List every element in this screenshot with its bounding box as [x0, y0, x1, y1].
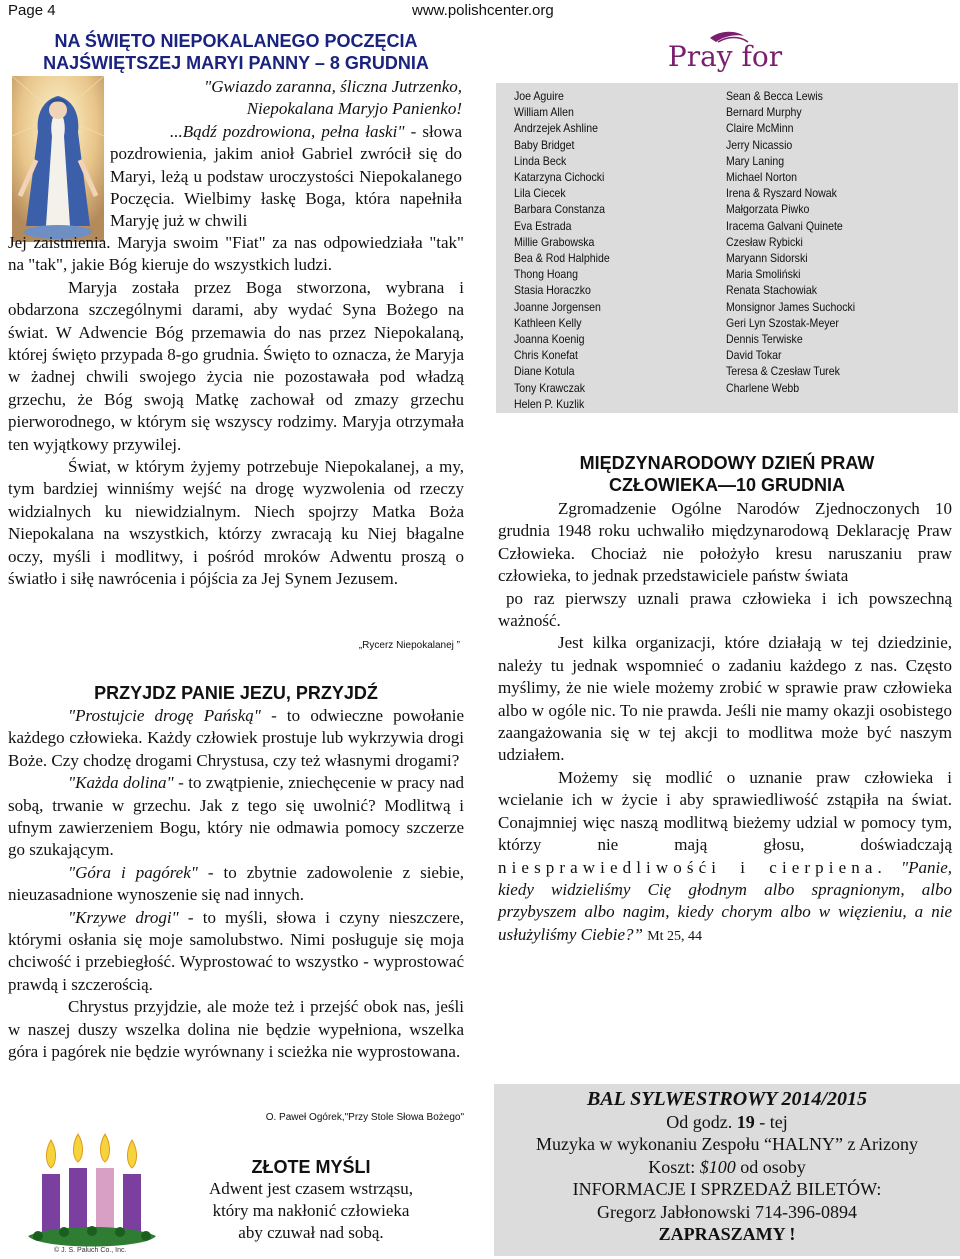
rights-bible-ref: Mt 25, 44	[647, 928, 703, 944]
prayer-names-left	[514, 88, 610, 412]
human-rights-title-line1: MIĘDZYNARODOWY DZIEŃ PRAW	[579, 453, 875, 473]
prayer-name: Stasia Horaczko	[514, 283, 591, 298]
prayer-name: Maryann Sidorski	[726, 251, 808, 266]
prayer-name: Kathleen Kelly	[514, 315, 582, 330]
prayer-name: Renata Stachowiak	[726, 283, 817, 298]
prayer-name: Czesław Rybicki	[726, 234, 803, 249]
golden-thoughts-body	[196, 1178, 426, 1244]
advent-text-3: - to zbytnie zadowolenie z siebie, nieuzasadnione wynoszenie się nad innych.	[8, 862, 464, 905]
feast-source: „Rycerz Niepokalanej ”	[358, 640, 460, 651]
prayer-name: Millie Grabowska	[514, 234, 595, 249]
ball-title: BAL SYLWESTROWY 2014/2015	[586, 1088, 868, 1110]
prayer-name: Eva Estrada	[514, 218, 572, 233]
advent-title: PRZYJDZ PANIE JEZU, PRZYJDŹ	[94, 683, 378, 703]
rights-quote: "Panie, kiedy widzieliśmy Cię głodnym albo spragnionym, albo przybyszem albo nagim, kiedy chorym albo w więzieniu, a nie usłużyliśmy Ciebie?”	[498, 857, 953, 944]
ball-time-prefix: Od godz.	[666, 1111, 737, 1132]
feast-quote	[110, 76, 462, 121]
advent-source: O. Paweł Ogórek,"Przy Stole Słowa Bożego"	[265, 1112, 464, 1123]
prayer-name: Barbara Constanza	[514, 202, 605, 217]
advent-paragraph-3	[8, 862, 464, 907]
prayer-name: Monsignor James Suchocki	[726, 299, 856, 314]
prayer-name: Charlene Webb	[726, 380, 800, 395]
advent-paragraph-1	[8, 705, 464, 772]
prayer-name: Jerry Nicassio	[726, 137, 793, 152]
feast-paragraph-1-cont: Jej zaistnienia. Maryja swoim "Fiat" za nas odpowiedziała "tak" na "tak", jakie Bóg kieruje do wszystkich ludzi.	[8, 233, 464, 275]
advent-quote-1: "Prostujcie drogę Pańską"	[68, 706, 261, 725]
ball-time	[494, 1111, 960, 1134]
golden-thoughts-title: ZŁOTE MYŚLI	[251, 1157, 371, 1177]
human-rights-body	[498, 498, 952, 948]
prayer-name: Joanne Jorgensen	[514, 299, 601, 314]
ball-time-value: 19	[736, 1111, 755, 1132]
prayer-names-right	[726, 88, 855, 396]
feast-quote-line1: "Gwiazdo zaranna, śliczna Jutrzenko,	[204, 77, 462, 96]
advent-text-4: - to myśli, słowa i czyny nieszczere, którymi osłania się moje samolubstwo. Nimi posługuje się moja chciwość i przebiegłość. Wyprostować to wszystko - wyprostować prawdą i szczerością.	[8, 907, 464, 994]
prayer-name: Claire McMinn	[726, 121, 794, 136]
prayer-name: Lila Ciecek	[514, 186, 566, 201]
feast-title	[8, 30, 464, 74]
feast-intro	[110, 76, 462, 233]
ball-announcement	[494, 1088, 960, 1246]
advent-paragraph-5: Chrystus przyjdzie, ale może też i przejść obok nas, jeśli w naszej duszy wszelka dolina nie będzie wypełniona, wszelka góra i pagórek nie będzie wyrównany i scieżka nie wyprostowana.	[8, 997, 464, 1062]
page-number: Page 4	[8, 2, 56, 19]
advent-paragraph-2	[8, 772, 464, 862]
advent-paragraph-4	[8, 907, 464, 997]
prayer-name: Teresa & Czesław Turek	[726, 364, 840, 379]
feast-greeting: ...Bądź pozdrowiona, pełna łaski"	[170, 121, 405, 141]
copyright-mark: © J. S. Paluch Co., Inc.	[54, 1247, 127, 1254]
rights-paragraph-3	[498, 767, 952, 948]
advent-candles-image	[24, 1132, 160, 1256]
prayer-name: David Tokar	[726, 348, 782, 363]
prayer-name: Chris Konefat	[514, 348, 578, 363]
prayer-name: Bea & Rod Halphide	[514, 251, 610, 266]
rights-paragraph-1b: po raz pierwszy uznali prawa człowieka i ich powszechną ważność.	[498, 588, 952, 631]
prayer-name: Dennis Terwiske	[726, 332, 803, 347]
prayer-name: Małgorzata Piwko	[726, 202, 810, 217]
pray-for-logo-text: Pray for	[667, 40, 783, 72]
prayer-name: Bernard Murphy	[726, 105, 802, 120]
feast-paragraph-1-text: - słowa pozdrowienia, jakim anioł Gabriel zwrócił się do Maryi, leżą u podstaw uroczystości Niepokalanego Poczęcia. Wielbimy łaskę Boga, która napełniła Maryję już w chwili	[110, 121, 462, 231]
ball-info: INFORMACJE I SPRZEDAŻ BILETÓW:	[572, 1179, 882, 1199]
prayer-name: Joe Aguire	[514, 89, 564, 103]
prayer-name: Joanna Koenig	[514, 332, 585, 347]
human-rights-title-line2: CZŁOWIEKA—10 GRUDNIA	[608, 475, 845, 495]
ball-cost-prefix: Koszt:	[648, 1156, 700, 1177]
feast-quote-line2: Niepokalana Maryjo Panienko!	[246, 99, 462, 119]
prayer-name: Katarzyna Cichocki	[514, 170, 605, 185]
ball-music: Muzyka w wykonaniu Zespołu “HALNY” z Arizony	[536, 1134, 918, 1154]
immaculate-mary-image	[12, 76, 104, 242]
advent-text-2: - to zwątpienie, zniechęcenie w pracy nad sobą, trwanie w grzechu. Jak z tego się uwolnić? Modlitwą i ufnym zawierzeniem Bogu, który nie odmawia pomocy szczerze go szukającym.	[8, 773, 464, 860]
human-rights-title	[496, 452, 958, 496]
prayer-name: Maria Smoliński	[726, 267, 801, 282]
ball-cost	[494, 1156, 960, 1179]
prayer-name: Linda Beck	[514, 153, 567, 168]
prayer-list-box	[496, 83, 958, 413]
ball-cost-value: $100	[699, 1156, 736, 1177]
ball-cta: ZAPRASZAMY !	[658, 1224, 796, 1244]
prayer-name: Michael Norton	[726, 170, 798, 185]
pray-for-logo	[640, 28, 810, 72]
prayer-name: Helen P. Kuzlik	[514, 396, 585, 411]
prayer-name: Andrzejek Ashline	[514, 121, 598, 136]
rights-spaced-text: niesprawiedliwośći i cierpiena.	[498, 857, 887, 877]
feast-paragraph-3: Świat, w którym żyjemy potrzebuje Niepokalanej, a my, tym bardziej winniśmy wejść na drogę wyzwolenia od rzeczy widzialnych ku niewidzialnym. Niech spojrzy Matka Boża Niepokalana na wszystkich, którzy zwracają ku Niej błagalne oczy, myśli i modlitwy, i pośród mroków Adwentu proszą o światło i siłę nawrócenia i pójścia za Jej Synem Jezusem.	[8, 457, 464, 589]
feast-paragraph-2: Maryja została przez Boga stworzona, wybrana i obdarzona szczególnymi darami, aby wydać Syna Bożego na świat. W Adwencie Bóg przemawia do nas przez Niepokalaną, której święto przypada 8-go grudnia. Święto to oznacza, że Maryja w żadnej chwili swojego życia nie pozostawała pod władzą grzechu, że Bóg swoją Matkę zachował od zmazy grzechu pierworodnego, w którym się wszyscy rodzimy. Maryja otrzymała ten wyjątkowy przywilej.	[8, 277, 464, 454]
feast-body	[8, 232, 464, 591]
golden-line-3: aby czuwał nad sobą.	[238, 1223, 384, 1242]
rights-paragraph-2: Jest kilka organizacji, które działają w tej dziedzinie, należy tu jednak wspomnieć o zadaniu każdego z nas. Często myślimy, że nie wiele możemy zrobić w sprawie praw człowieka albo w ogóle nic. To nie prawda. Jeśli nie mamy okazji osobistego zaangażowania się w tej akcji to modlitwa może być naszym udziałem.	[498, 633, 952, 765]
prayer-name: Thong Hoang	[514, 267, 579, 282]
prayer-name: William Allen	[514, 105, 574, 120]
prayer-name: Iracema Galvani Quinete	[726, 218, 843, 233]
advent-body	[8, 705, 464, 1064]
prayer-name: Tony Krawczak	[514, 380, 586, 395]
rights-paragraph-1: Zgromadzenie Ogólne Narodów Zjednoczonych 10 grudnia 1948 roku uchwaliło międzynarodową Deklarację Praw Człowieka. Chociaż nie położyło kresu naruszaniu praw człowieka, to jednak przedstawiciele państw świata	[498, 499, 952, 586]
prayer-name: Diane Kotula	[514, 364, 575, 379]
feast-paragraph-1	[110, 121, 462, 233]
rights-text-3: Możemy się modlić o uznanie praw człowieka i wcielanie ich w życie i aby sprawiedliwość zstąpiła na świat. Conajmniej więc naszą modlitwą bieżemy udzial w pomocy tym, którzy nie mają głosu, doświadczają	[498, 767, 952, 855]
feast-title-line1: NA ŚWIĘTO NIEPOKALANEGO POCZĘCIA	[54, 31, 418, 51]
prayer-name: Mary Laning	[726, 153, 785, 168]
advent-quote-3: "Góra i pagórek"	[68, 862, 198, 882]
golden-line-1: Adwent jest czasem wstrząsu,	[209, 1179, 413, 1198]
prayer-name: Baby Bridget	[514, 137, 575, 152]
ball-cost-suffix: od osoby	[735, 1156, 806, 1177]
prayer-name: Geri Lyn Szostak-Meyer	[726, 315, 839, 330]
advent-quote-2: "Każda dolina"	[68, 773, 174, 793]
site-url[interactable]: www.polishcenter.org	[412, 2, 554, 19]
prayer-name: Sean & Becca Lewis	[726, 89, 823, 103]
ball-contact: Gregorz Jabłonowski 714-396-0894	[597, 1201, 857, 1222]
feast-title-line2: NAJŚWIĘTSZEJ MARYI PANNY – 8 GRUDNIA	[43, 53, 429, 73]
golden-line-2: który ma nakłonić człowieka	[212, 1201, 410, 1220]
advent-quote-4: "Krzywe drogi"	[68, 907, 179, 927]
ball-time-suffix: - tej	[754, 1111, 788, 1132]
prayer-name: Irena & Ryszard Nowak	[726, 186, 837, 201]
advent-text-1: - to odwieczne powołanie każdego człowieka. Każdy człowiek prostuje lub wykrzywia drogi Boże. Czy chodzę drogami Chrystusa, czy też własnymi drogami?	[8, 706, 464, 770]
